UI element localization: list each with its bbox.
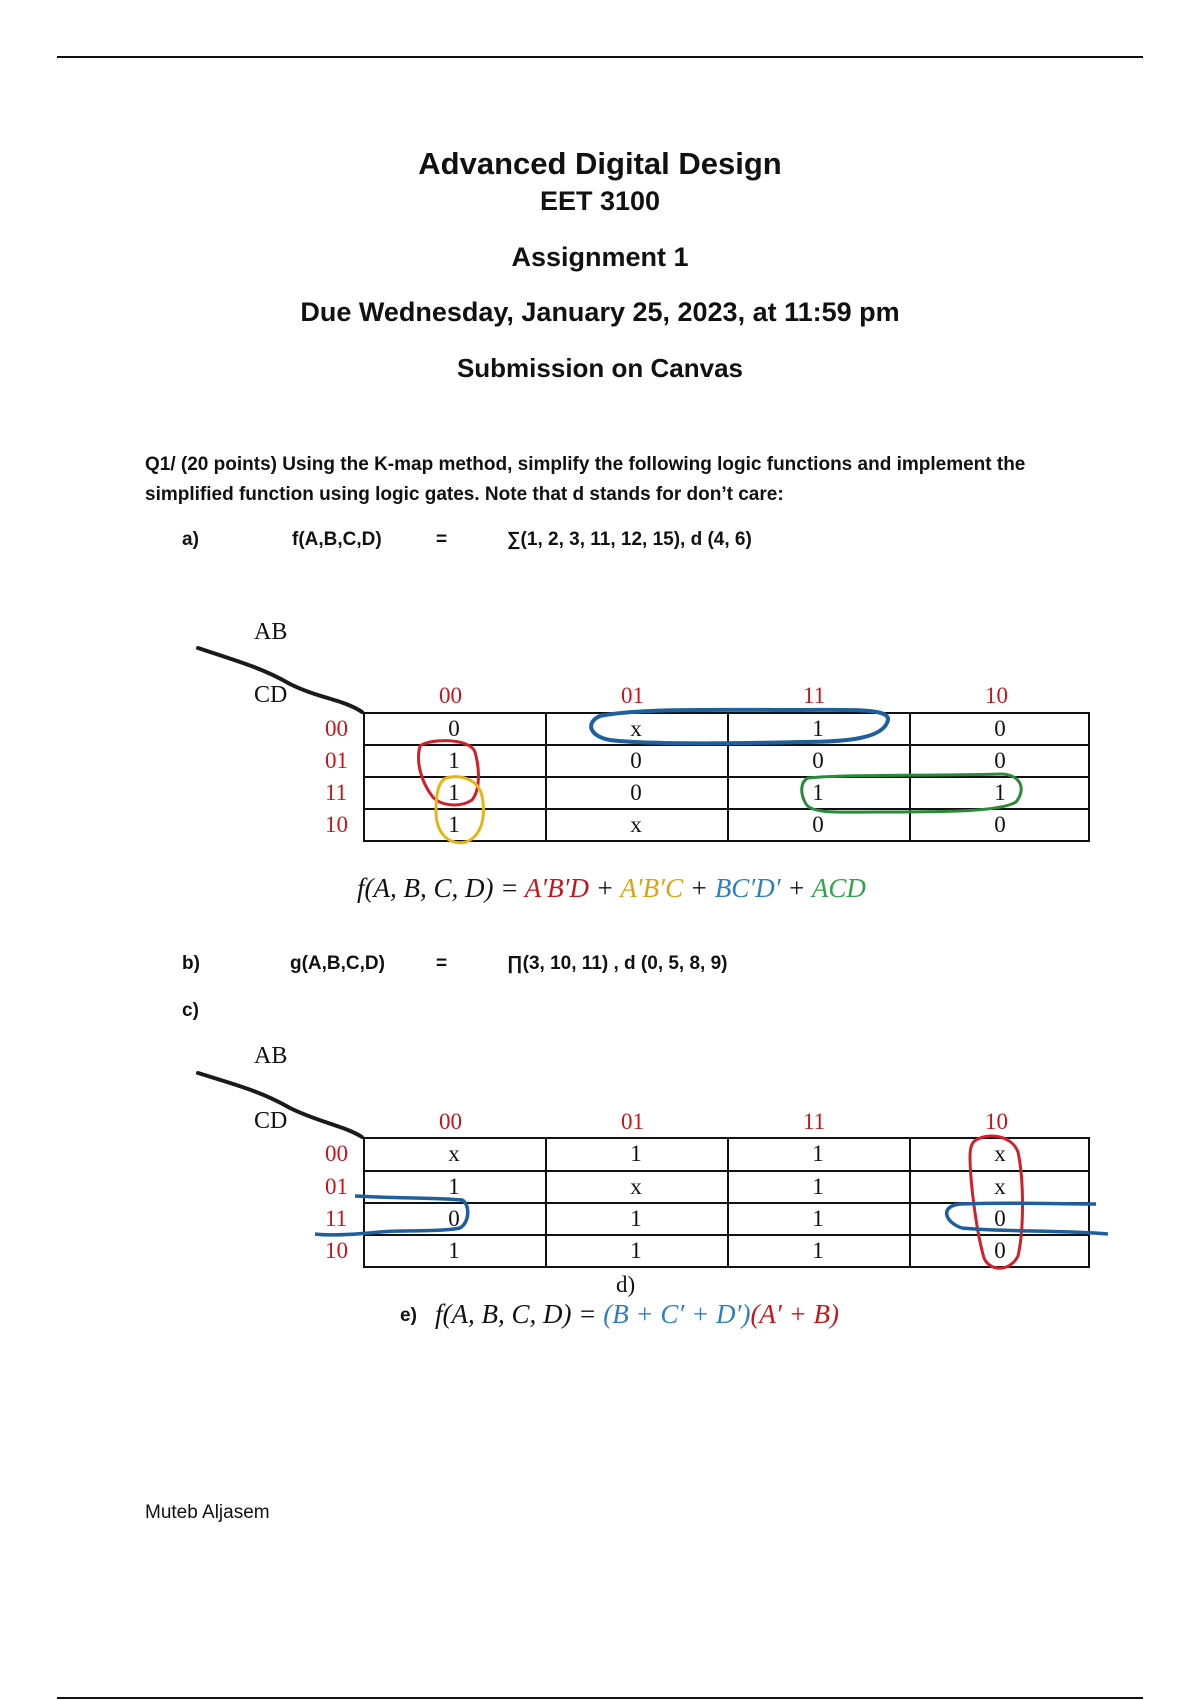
kmap2-cell: 1 <box>812 1174 824 1199</box>
kmap1-cell: 0 <box>994 716 1006 741</box>
part-a-label: a) <box>182 529 199 550</box>
kmap2-cell: 1 <box>630 1238 642 1263</box>
kmap1-cell: 1 <box>448 812 460 837</box>
kmap1-green-loop <box>802 774 1021 812</box>
part-a-equals: = <box>436 529 448 550</box>
kmap1-row-header: 00 <box>325 716 348 741</box>
kmap1-cell: 1 <box>812 716 824 741</box>
submission-note: Submission on Canvas <box>456 353 744 383</box>
result1-term-2: A′B′C <box>620 873 684 903</box>
course-title: Advanced Digital Design <box>418 146 782 181</box>
kmap2-col-header: 00 <box>439 1109 462 1134</box>
kmap2-ab-label: AB <box>254 1043 288 1069</box>
kmap2-blue-loop-left <box>315 1196 468 1235</box>
kmap1-cell: 0 <box>812 812 824 837</box>
kmap2-row-header: 01 <box>325 1174 348 1199</box>
kmap2-cell: x <box>630 1174 642 1199</box>
kmap1-cell: 1 <box>448 748 460 773</box>
kmap1-cell: 1 <box>448 780 460 805</box>
kmap1-cd-label: CD <box>254 682 288 708</box>
result1-plus: + <box>689 873 709 903</box>
kmap2-row-header: 10 <box>325 1238 348 1263</box>
result1-plus: + <box>787 873 806 903</box>
kmap1-diagonal-stroke <box>198 648 362 712</box>
result1-term-4: ACD <box>811 873 866 903</box>
part-a-expression: ∑(1, 2, 3, 11, 12, 15), d (4, 6) <box>507 529 752 550</box>
part-b-expression: ∏(3, 10, 11) , d (0, 5, 8, 9) <box>507 953 728 974</box>
kmap1-row-header: 01 <box>325 748 348 773</box>
kmap2-col-header: 10 <box>985 1109 1008 1134</box>
result1-lhs: f(A, B, C, D) = <box>357 873 519 903</box>
author-name: Muteb Aljasem <box>145 1502 270 1523</box>
kmap2-cell: 1 <box>448 1238 460 1263</box>
kmap2-cell: 1 <box>812 1238 824 1263</box>
kmap1-row-header: 11 <box>325 780 348 805</box>
part-b-equals: = <box>436 953 448 974</box>
part-e-label: e) <box>400 1305 417 1326</box>
assignment-title: Assignment 1 <box>511 242 689 272</box>
kmap2-col-header: 11 <box>803 1109 826 1134</box>
kmap2-cd-label: CD <box>254 1108 288 1134</box>
result1-term-3: BC′D′ <box>714 873 781 903</box>
kmap2-cell: 0 <box>448 1206 460 1231</box>
kmap2-row-header: 11 <box>325 1206 348 1231</box>
kmap2-cell: 1 <box>812 1206 824 1231</box>
kmap1-cell: x <box>630 716 642 741</box>
kmap1-cell: 0 <box>994 812 1006 837</box>
kmap2-cell: 0 <box>994 1206 1006 1231</box>
kmap1-cell: 0 <box>994 748 1006 773</box>
kmap2-diagonal-stroke <box>198 1073 362 1137</box>
kmap1-col-header: 11 <box>803 683 826 708</box>
kmap2-cell: x <box>448 1141 460 1166</box>
kmap1-cell: 0 <box>630 780 642 805</box>
kmap1-cell: 1 <box>994 780 1006 805</box>
kmap2-cell: 1 <box>630 1206 642 1231</box>
part-b-label: b) <box>182 953 200 974</box>
result2-lhs: f(A, B, C, D) = <box>435 1299 597 1329</box>
kmap1-col-header: 00 <box>439 683 462 708</box>
kmap2-cell: 1 <box>448 1174 460 1199</box>
course-code: EET 3100 <box>539 186 661 216</box>
result2-term-1: (B + C′ + D′) <box>603 1299 751 1329</box>
part-c-label: c) <box>182 1000 199 1021</box>
kmap2-row-header: 00 <box>325 1141 348 1166</box>
kmap2-cell: 0 <box>994 1238 1006 1263</box>
kmap1-red-loop <box>419 741 479 805</box>
result1-plus: + <box>595 873 614 903</box>
kmap1-col-header: 10 <box>985 683 1008 708</box>
kmap1-cell: 0 <box>448 716 460 741</box>
kmap1-blue-loop <box>591 710 888 744</box>
kmap1-cell: x <box>630 812 642 837</box>
part-a-function: f(A,B,C,D) <box>292 529 382 550</box>
kmap2-blue-loop-right <box>947 1203 1108 1234</box>
kmap1-cell: 0 <box>812 748 824 773</box>
kmap1-ab-label: AB <box>254 619 288 645</box>
due-date: Due Wednesday, January 25, 2023, at 11:59 pm <box>300 297 900 327</box>
kmap1-cell: 1 <box>812 780 824 805</box>
kmap1-col-header: 01 <box>621 683 644 708</box>
kmap2-cell: x <box>994 1141 1006 1166</box>
result2-term-2: (A′ + B) <box>750 1299 840 1329</box>
part-d-label: d) <box>616 1272 636 1297</box>
result1-term-1: A′B′D <box>524 873 590 903</box>
question-text: Q1/ (20 points) Using the K-map method, simplify the following logic functions and implement the simplified function using logic gates. Note that d stands for don’t care: <box>145 454 1026 505</box>
kmap2-col-header: 01 <box>621 1109 644 1134</box>
part-b-function: g(A,B,C,D) <box>290 953 385 974</box>
kmap1-row-header: 10 <box>325 812 348 837</box>
kmap2-cell: 1 <box>630 1141 642 1166</box>
kmap2-cell: x <box>994 1174 1006 1199</box>
kmap1-cell: 0 <box>630 748 642 773</box>
kmap1-yellow-loop <box>436 777 483 843</box>
kmap2-cell: 1 <box>812 1141 824 1166</box>
